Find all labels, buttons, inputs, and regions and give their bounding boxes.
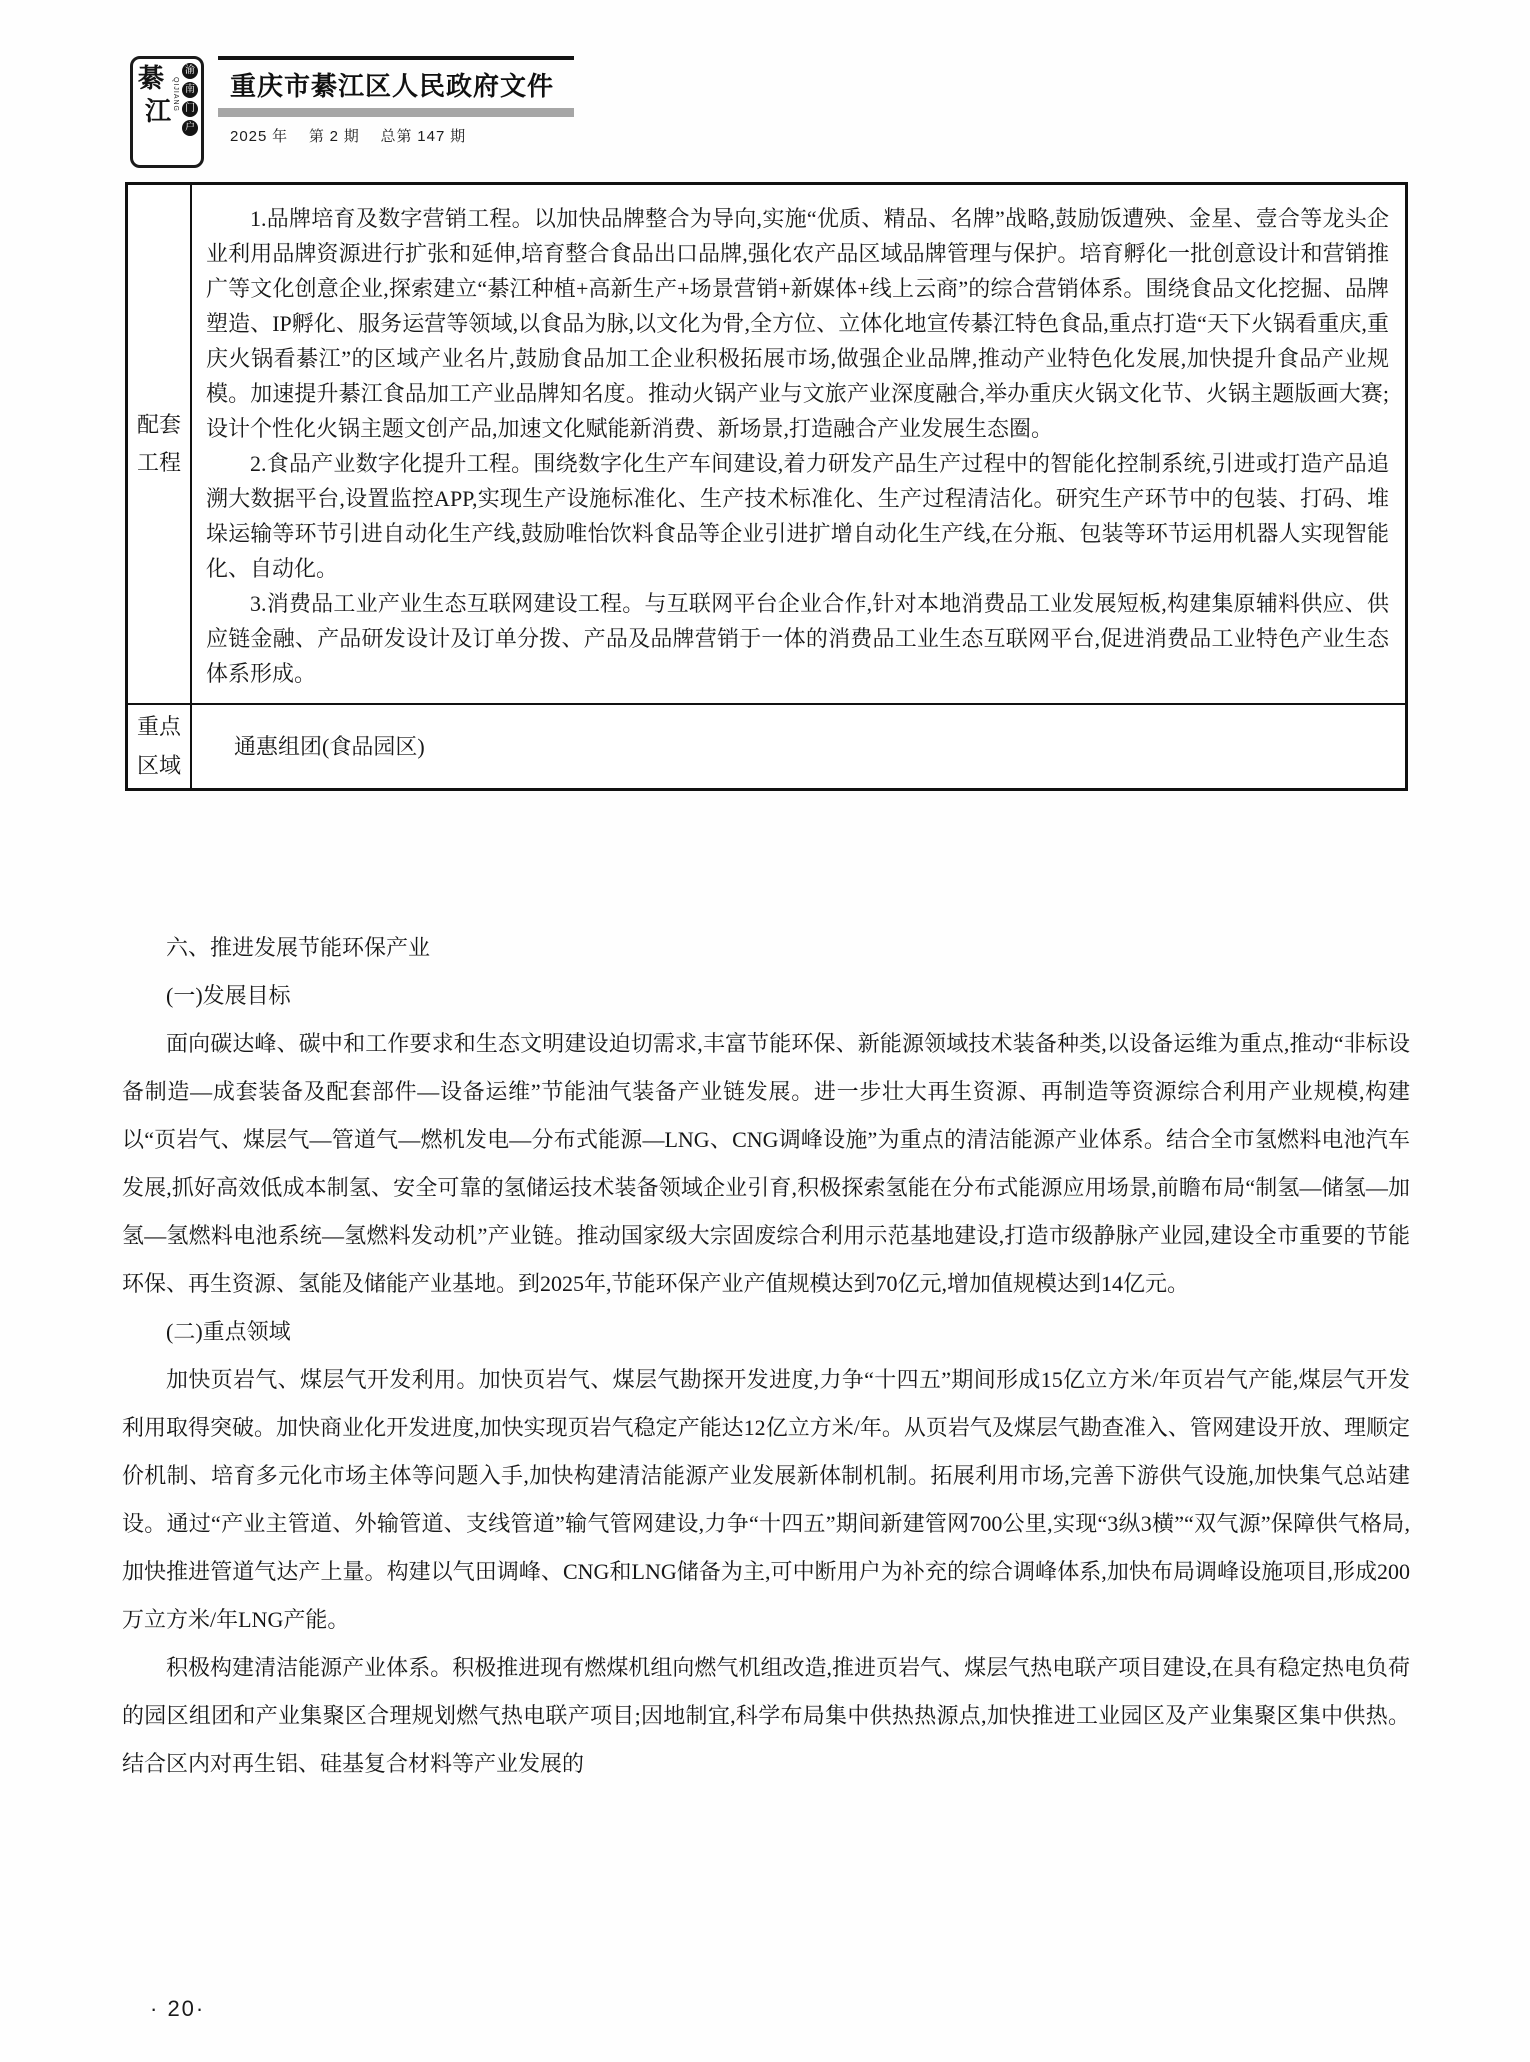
key-area-value: 通惠组团(食品园区) (234, 734, 425, 759)
issue-number: 第 2 期 (308, 128, 360, 145)
logo-seal-icon: 渝 (182, 63, 198, 79)
logo-char-bottom: 江 (145, 97, 172, 127)
document-header (130, 56, 574, 168)
document-title: 重庆市綦江区人民政府文件 (230, 72, 555, 101)
section-heading: 六、推进发展节能环保产业 (166, 935, 431, 960)
subsection-heading-goals: (一)发展目标 (166, 983, 291, 1008)
subsection-heading-key-fields: (二)重点领域 (166, 1319, 291, 1344)
paragraph-gas-development: 加快页岩气、煤层气开发利用。加快页岩气、煤层气勘探开发进度,力争“十四五”期间形成15亿立方米/年页岩气产能,煤层气开发利用取得突破。加快商业化开发进度,加快实现页岩气稳定产能达12亿立方米/年。从页岩气及煤层气勘查准入、管网建设开放、理顺定价机制、培育多元化市场主体等问题入手,加快构建清洁能源产业发展新体制机制。拓展利用市场,完善下游供气设施,加快集气总站建设。通过“产业主管道、外输管道、支线管道”输气管网建设,力争“十四五”期间新建管网700公里,实现“3纵3横”“双气源”保障供气格局,加快推进管道气达产上量。构建以气田调峰、CNG和LNG储备为主,可中断用户为补充的综合调峰体系,加快布局调峰设施项目,形成200万立方米/年LNG产能。 (122, 1367, 1410, 1632)
paragraph-clean-energy-system: 积极构建清洁能源产业体系。积极推进现有燃煤机组向燃气机组改造,推进页岩气、煤层气热电联产项目建设,在具有稳定热电负荷的园区组团和产业集聚区合理规划燃气热电联产项目;因地制宜,科学布局集中供热热源点,加快推进工业园区及产业集聚区集中供热。结合区内对再生铝、硅基复合材料等产业发展的 (122, 1655, 1410, 1776)
issue-line (218, 117, 574, 146)
table-row (128, 705, 1405, 788)
logo-calligraphy (138, 63, 171, 161)
project-paragraph-brand-marketing: 1.品牌培育及数字营销工程。以加快品牌整合为导向,实施“优质、精品、名牌”战略,鼓励饭遭殃、金星、壹合等龙头企业利用品牌资源进行扩张和延伸,培育整合食品出口品牌,强化农产品区域品牌管理与保护。培育孵化一批创意设计和营销推广等文化创意企业,探索建立“綦江种植+高新生产+场景营销+新媒体+线上云商”的综合营销体系。围绕食品文化挖掘、品牌塑造、IP孵化、服务运营等领域,以食品为脉,以文化为骨,全方位、立体化地宣传綦江特色食品,重点打造“天下火锅看重庆,重庆火锅看綦江”的区域产业名片,鼓励食品加工企业积极拓展市场,做强企业品牌,推动产业特色化发展,加快提升食品产业规模。加速提升綦江食品加工产业品牌知名度。推动火锅产业与文旅产业深度融合,举办重庆火锅文化节、火锅主题版画大赛;设计个性化火锅主题文创产品,加速文化赋能新消费、新场景,打造融合产业发展生态圈。 (206, 206, 1389, 441)
logo-romanized-text: QIJIANG (172, 77, 180, 113)
masthead (218, 56, 574, 146)
logo-seal-icon: 门 (182, 101, 198, 117)
project-paragraph-digitalization: 2.食品产业数字化提升工程。围绕数字化生产车间建设,着力研发产品生产过程中的智能化控制系统,引进或打造产品追溯大数据平台,设置监控APP,实现生产设施标准化、生产技术标准化、生产过程清洁化。研究生产环节中的包装、打码、堆垛运输等环节引进自动化生产线,鼓励唯怡饮料食品等企业引进扩增自动化生产线,在分瓶、包装等环节运用机器人实现智能化、自动化。 (206, 451, 1389, 581)
row-label-supporting-projects: 配套工程 (128, 185, 192, 703)
logo-seal-column (182, 63, 198, 161)
masthead-gray-bar (218, 108, 574, 117)
supporting-projects-content (192, 185, 1405, 703)
project-paragraph-eco-internet: 3.消费品工业产业生态互联网建设工程。与互联网平台企业合作,针对本地消费品工业发展短板,构建集原辅料供应、供应链金融、产品研发设计及订单分拨、产品及品牌营销于一体的消费品工业生态互联网平台,促进消费品工业特色产业生态体系形成。 (206, 591, 1389, 686)
document-body (122, 924, 1410, 1788)
issue-total: 总第 147 期 (380, 128, 467, 145)
logo-seal-icon: 南 (182, 82, 198, 98)
qijiang-logo (130, 56, 204, 168)
paragraph-development-goals: 面向碳达峰、碳中和工作要求和生态文明建设迫切需求,丰富节能环保、新能源领域技术装备种类,以设备运维为重点,推动“非标设备制造—成套装备及配套部件—设备运维”节能油气装备产业链发展。进一步壮大再生资源、再制造等资源综合利用产业规模,构建以“页岩气、煤层气—管道气—燃机发电—分布式能源—LNG、CNG调峰设施”为重点的清洁能源产业体系。结合全市氢燃料电池汽车发展,抓好高效低成本制氢、安全可靠的氢储运技术装备领域企业引育,积极探索氢能在分布式能源应用场景,前瞻布局“制氢—储氢—加氢—氢燃料电池系统—氢燃料发动机”产业链。推动国家级大宗固废综合利用示范基地建设,打造市级静脉产业园,建设全市重要的节能环保、再生资源、氢能及储能产业基地。到2025年,节能环保产业产值规模达到70亿元,增加值规模达到14亿元。 (122, 1031, 1410, 1296)
key-area-content (192, 705, 1405, 788)
logo-char-top: 綦 (138, 64, 165, 93)
logo-seal-icon: 户 (182, 120, 198, 136)
supporting-projects-table (125, 182, 1408, 791)
table-row (128, 185, 1405, 705)
page-number: · 20· (150, 1996, 206, 2021)
issue-year: 2025 年 (230, 128, 289, 145)
row-label-key-area: 重点区域 (128, 705, 192, 788)
